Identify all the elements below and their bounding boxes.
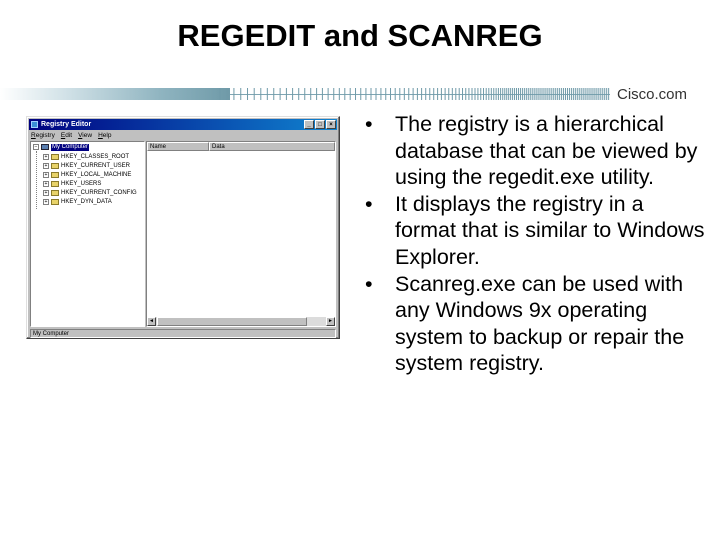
tree-connector-line: [36, 151, 37, 209]
bullet-text: The registry is a hierarchical database that can be viewed by using the regedit.exe utility.: [395, 112, 698, 190]
window-titlebar[interactable]: [29, 119, 337, 130]
column-header-data[interactable]: Data: [209, 142, 335, 151]
column-header-name[interactable]: Name: [147, 142, 209, 151]
tree-item-hkey-dyn-data[interactable]: [43, 198, 112, 206]
header-banner: [0, 85, 720, 103]
bullet-list: [365, 111, 710, 377]
folder-icon: [51, 163, 59, 169]
computer-icon: [41, 144, 49, 150]
bullet-item: [365, 271, 710, 377]
folder-icon: [51, 181, 59, 187]
tree-item-hkey-local-machine[interactable]: [43, 171, 131, 179]
menu-registry[interactable]: Registry: [31, 132, 55, 139]
maximize-button[interactable]: □: [315, 120, 325, 129]
bullet-mark: •: [365, 191, 373, 216]
bullet-mark: •: [365, 271, 373, 296]
tree-item-hkey-classes-root[interactable]: [43, 153, 129, 161]
registry-editor-icon: [31, 121, 38, 128]
scrollbar-thumb[interactable]: [157, 317, 307, 326]
tree-root-label: My Computer: [52, 143, 89, 150]
banner-gradient: [0, 88, 230, 100]
menu-bar: [31, 131, 111, 140]
tree-item-label: HKEY_CURRENT_USER: [61, 163, 131, 169]
scroll-right-button[interactable]: ►: [326, 317, 335, 326]
expand-icon[interactable]: +: [44, 172, 48, 178]
cisco-logo-text: Cisco.com: [617, 86, 688, 103]
banner-tick-marks: [218, 85, 613, 103]
bullet-mark: •: [365, 112, 373, 136]
slide-title: REGEDIT and SCANREG: [177, 18, 543, 53]
expand-icon[interactable]: +: [44, 181, 48, 187]
tree-item-label: HKEY_CURRENT_CONFIG: [61, 190, 137, 196]
expand-icon[interactable]: +: [44, 199, 48, 205]
tree-item-hkey-users[interactable]: [43, 180, 101, 188]
registry-editor-window: [26, 116, 340, 339]
folder-icon: [51, 190, 59, 196]
tree-item-label: HKEY_USERS: [61, 181, 102, 187]
tree-item-label: HKEY_LOCAL_MACHINE: [61, 172, 132, 178]
menu-view[interactable]: View: [78, 132, 93, 139]
tree-item-hkey-current-user[interactable]: [43, 162, 130, 170]
folder-icon: [51, 172, 59, 178]
tree-item-hkey-current-config[interactable]: [43, 189, 137, 197]
folder-icon: [51, 199, 59, 205]
expand-icon[interactable]: +: [44, 163, 48, 169]
bullet-item: [365, 111, 710, 191]
tree-item-label: HKEY_DYN_DATA: [61, 199, 112, 205]
menu-help[interactable]: Help: [98, 132, 112, 139]
expand-icon[interactable]: +: [44, 190, 48, 196]
folder-icon: [51, 154, 59, 160]
menu-edit[interactable]: Edit: [60, 132, 73, 139]
bullet-text: It displays the registry in a format that is similar to Windows Explorer.: [395, 191, 705, 269]
minimize-button[interactable]: _: [304, 120, 314, 129]
expand-icon[interactable]: +: [44, 154, 48, 160]
status-bar: My Computer: [30, 329, 336, 338]
scroll-left-button[interactable]: ◄: [147, 317, 156, 326]
tree-item-my-computer[interactable]: [33, 143, 89, 151]
bullet-text: Scanreg.exe can be used with any Windows 9x operating system to backup or repair the system registry.: [395, 271, 685, 376]
close-button[interactable]: ×: [326, 120, 336, 129]
registry-tree-pane: [30, 141, 145, 327]
tree-item-label: HKEY_CLASSES_ROOT: [61, 154, 130, 160]
bullet-item: [365, 191, 710, 271]
registry-values-pane: [146, 141, 336, 327]
window-title: Registry Editor: [41, 121, 92, 128]
horizontal-scrollbar[interactable]: [147, 317, 335, 326]
collapse-icon[interactable]: −: [34, 144, 38, 150]
